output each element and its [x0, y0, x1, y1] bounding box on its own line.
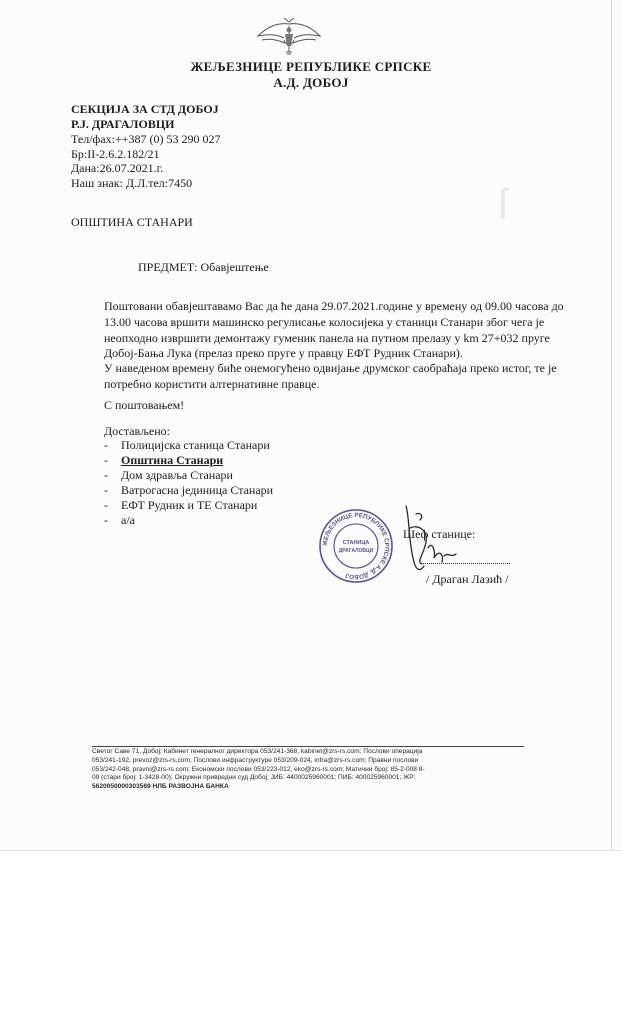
document-date: Дана:26.07.2021.г.: [71, 161, 164, 175]
organization-name: ЖЕЉЕЗНИЦЕ РЕПУБЛИКЕ СРПСКЕ: [190, 59, 432, 74]
railway-logo-icon: [256, 16, 322, 56]
list-dash: -: [104, 483, 108, 497]
recipient: ОПШТИНА СТАНАРИ: [71, 215, 193, 229]
body-line-4: Добој-Бања Лука (прелаз преко пруге у правцу ЕФТ Рудник Станари).: [104, 346, 463, 360]
footer-line: 09 (стари број: 1-3428-00); Окружни привредни суд Добој; ЈИБ: 4400025960001; ПИБ: 400025960001; ЖР:: [92, 774, 416, 782]
stamp-center-line-2: ДРАГАЛОВЦИ: [338, 548, 374, 554]
stamp-ring-text: ЖЕЉЕЗНИЦЕ РЕПУБЛИКЕ СРПСКЕ А.Д. ДОБОЈ: [321, 511, 391, 581]
signature-line: [420, 563, 510, 564]
distribution-item-highlighted: Општина Станари: [121, 453, 224, 467]
signature-title: Шеф станице:: [403, 527, 476, 541]
unit-name: [71, 116, 175, 132]
body-line-1: Поштовани обавјештавамо Вас да ће дана 29.07.2021.године у времену од 09.00 часова до: [104, 299, 564, 313]
watermark: ſ: [498, 180, 508, 229]
official-stamp-icon: [318, 508, 394, 584]
section-name-text: СЕКЦИЈА ЗА СТД ДОБОЈ: [71, 102, 219, 116]
distribution-item: Ватрогасна јединица Станари: [121, 483, 274, 497]
body-line-5: У наведеном времену биће онемогућено одвијање друмског саобраћаја преко истог, те је: [104, 361, 557, 375]
handwritten-signature-icon: [396, 500, 460, 580]
reference-number: Бр:II-2.6.2.182/21: [71, 147, 160, 161]
signatory-name: / Драган Лазић /: [426, 572, 509, 586]
footer-line: 053/241-192, prevoz@zrs-rs.com; Послови инфраструктуре 053/209-024, infra@zrs-rs.com; Правни послови: [92, 756, 419, 764]
list-dash: -: [104, 438, 108, 452]
section-name: [71, 101, 219, 117]
footer-line: 5620050000303569 НЛБ РАЗВОЈНА БАНКА: [92, 783, 229, 791]
closing: С поштовањем!: [104, 398, 185, 412]
footer-line: 053/242-048, pravni@zrs-rs.com; Економски послови 053/223-012, eko@zrs-rs.com; Матични број: 85-2-008 8-: [92, 765, 425, 773]
page-edge: [611, 0, 612, 850]
distribution-item: а/а: [121, 513, 135, 527]
list-dash: -: [104, 513, 108, 527]
organization-subtitle: А.Д. ДОБОЈ: [273, 75, 349, 90]
distribution-label: Достављено:: [104, 424, 170, 438]
list-dash: -: [104, 468, 108, 482]
footer-line: Светог Саве 71, Добој; Кабинет генералног директора 053/241-368, kabinet@zrs-rs.com; Послови операција: [92, 748, 423, 755]
svg-text:ЖЕЉЕЗНИЦЕ РЕПУБЛИКЕ СРПСКЕ А.Д: [322, 512, 390, 580]
list-dash: -: [104, 498, 108, 512]
body-line-3: неопходно извршити демонтажу гуменик панела на путном прелазу у km 27+032 пруге: [104, 331, 550, 345]
list-dash: -: [104, 453, 108, 467]
distribution-item: ЕФТ Рудник и ТЕ Станари: [121, 498, 258, 512]
stamp-center-line-1: СТАНИЦА: [342, 540, 370, 546]
footer-divider: [92, 746, 524, 747]
body-line-6: потребно користити алтернативне правце.: [104, 377, 320, 391]
footer-contact: [92, 748, 524, 792]
distribution-item: Полицијска станица Станари: [121, 438, 270, 452]
phone-fax: Тел/фах:++387 (0) 53 290 027: [71, 132, 221, 146]
unit-name-text: Р.Ј. ДРАГАЛОВЦИ: [71, 117, 175, 131]
subject-line: ПРЕДМЕТ: Обавјештење: [138, 260, 269, 274]
body-line-2: 13.00 часова вршити машинско регулисање колосијека у станици Станари због чега је: [104, 315, 545, 329]
our-reference: Наш знак: Д.Л.тел:7450: [71, 176, 193, 190]
distribution-item: Дом здравља Станари: [121, 468, 233, 482]
